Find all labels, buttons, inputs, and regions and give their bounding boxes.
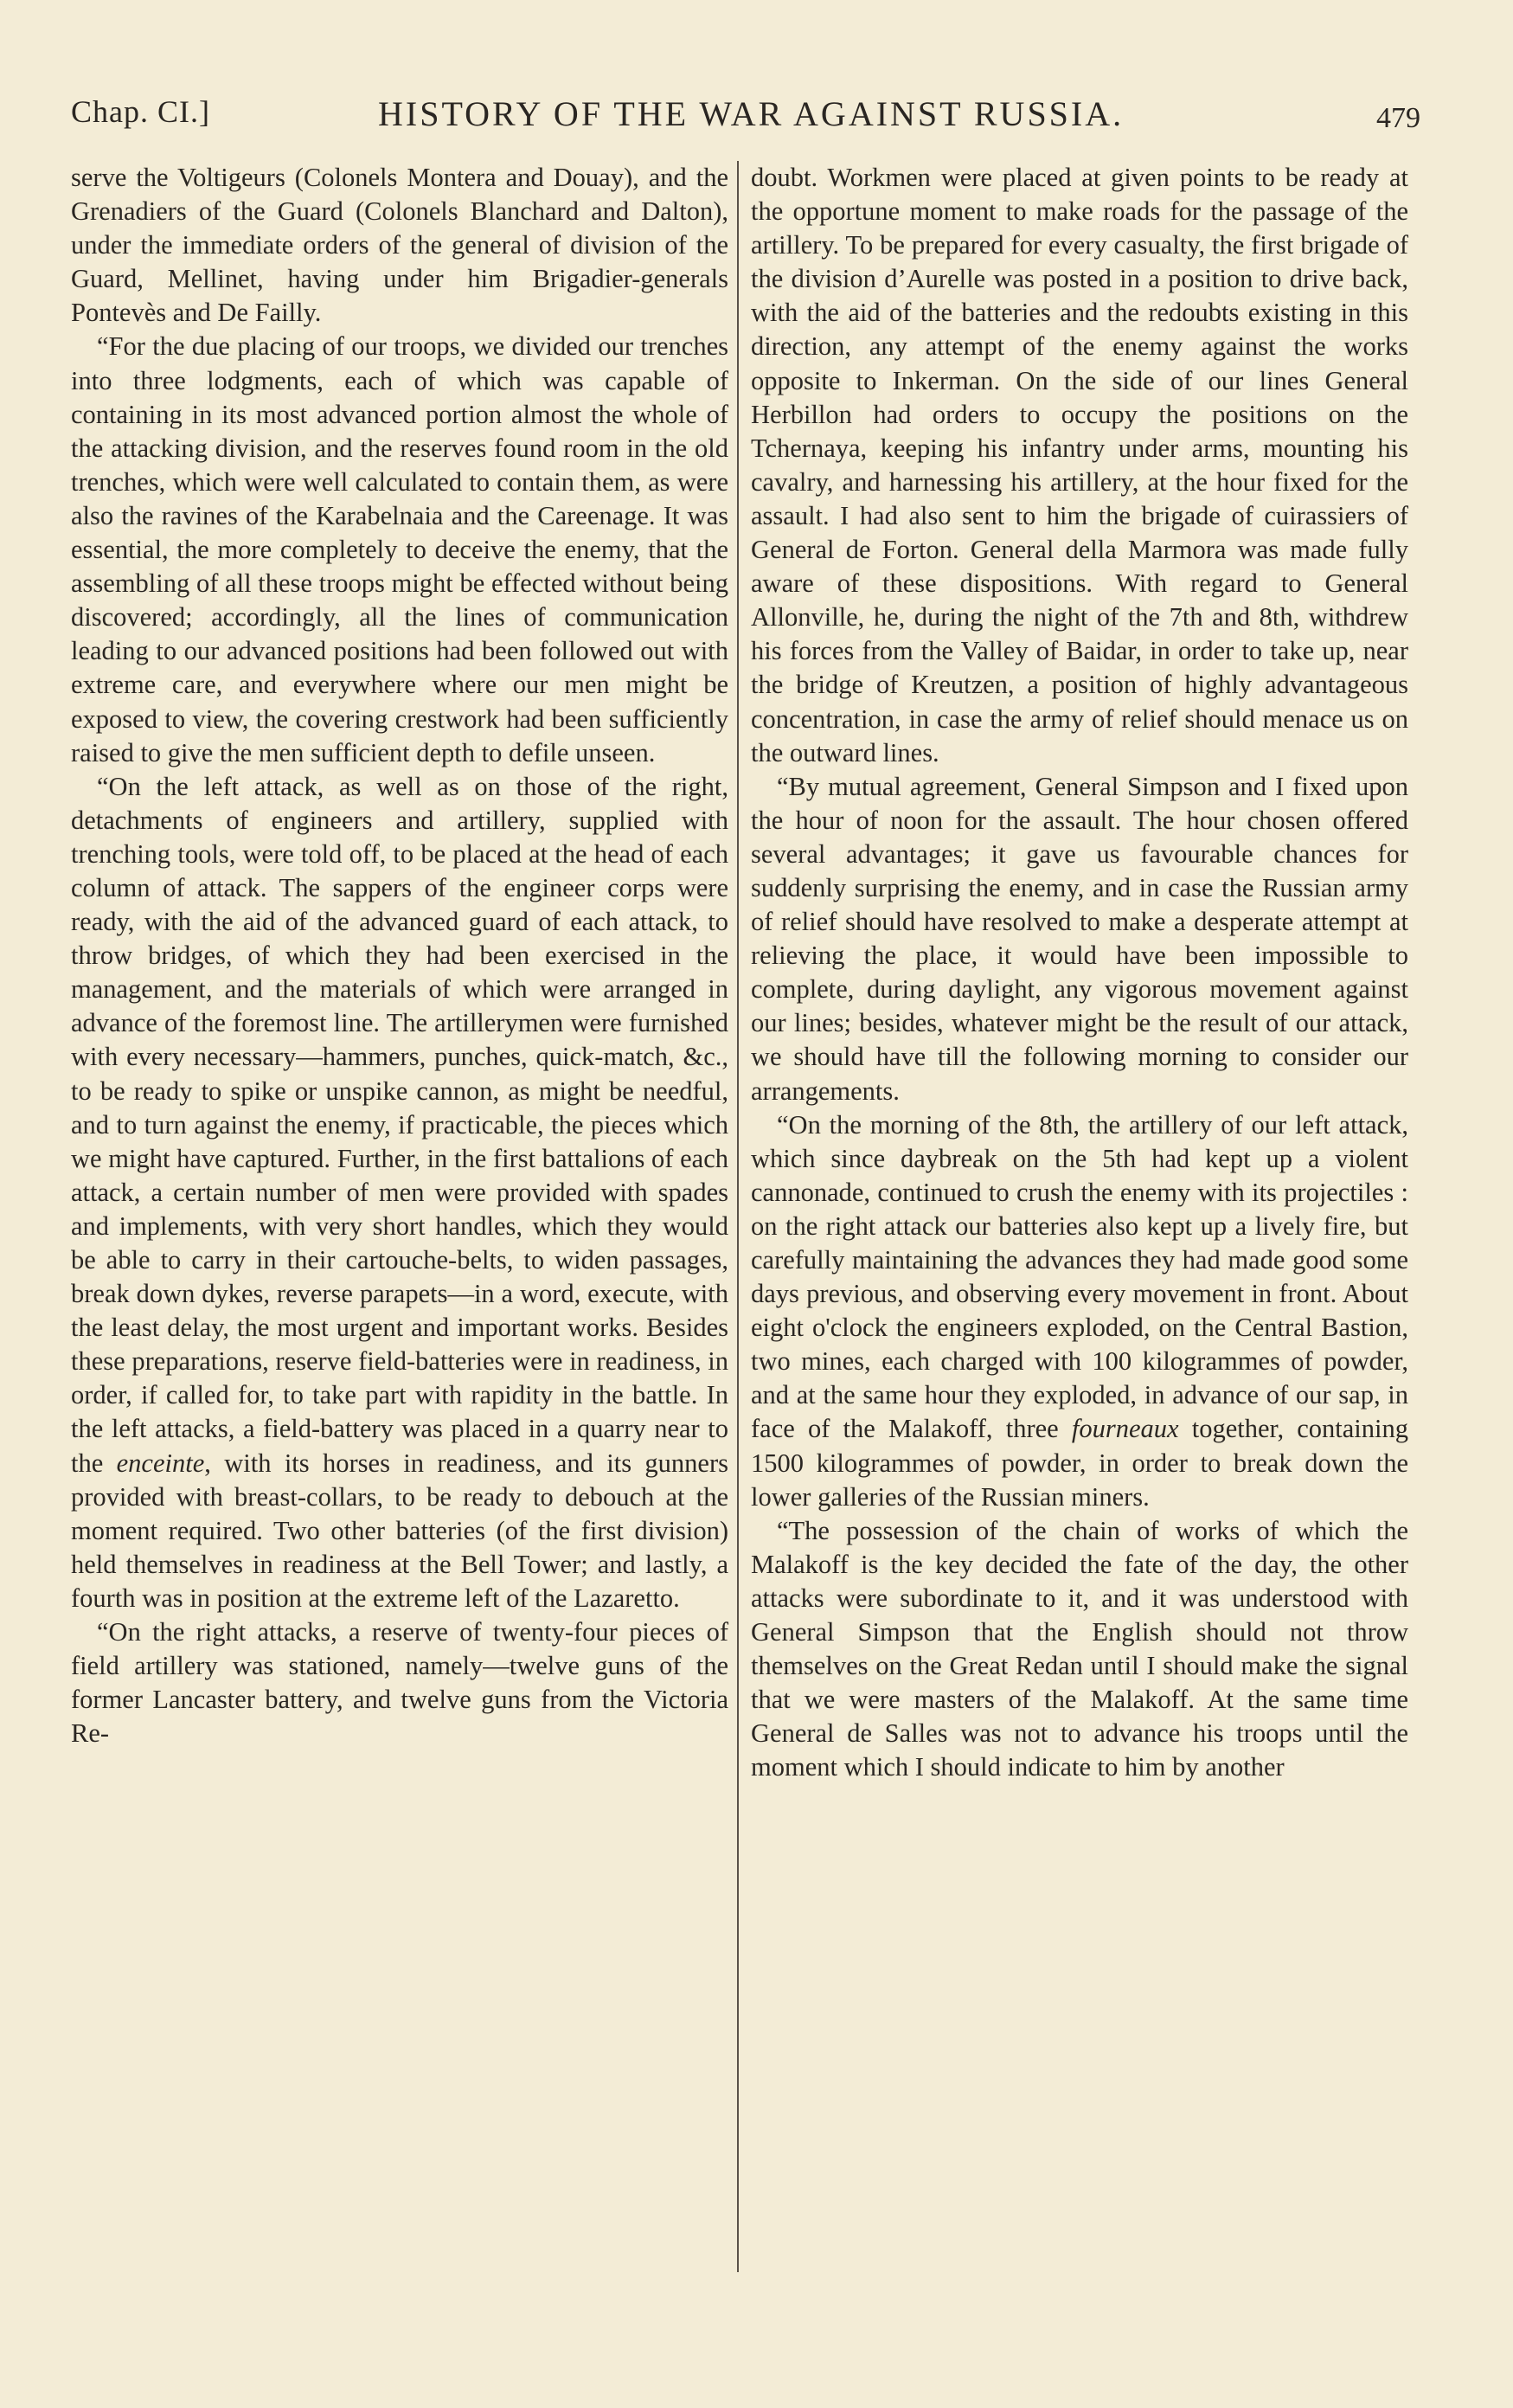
italic-term: fourneaux xyxy=(1071,1414,1179,1444)
paragraph-text: , with its horses in readiness, and its gunners provided with breast-collars, to be ready to debouch at the moment required. Two other batteries (of the first division) held themselves in readiness at the Bell Tower; and lastly, a fourth was in position at the extreme left of the Lazaretto. xyxy=(71,1448,728,1613)
page-number: 479 xyxy=(1376,102,1420,134)
paragraph-text: “On the morning of the 8th, the artillery of our left attack, which since daybreak on the 5th had kept up a violent cannonade, continued to crush the enemy with its projectiles : on the right attack our batteries also kept up a lively fire, but carefully maintaining the advances they had made good some days previous, and observing every movement in front. About eight o'clock the engineers exploded, on the Central Bastion, two mines, each charged with 100 kilogrammes of powder, and at the same hour they exploded, in advance of our sap, in face of the Malakoff, three xyxy=(751,1109,1408,1444)
paragraph: doubt. Workmen were placed at given points to be ready at the opportune moment to make roads for the passage of the artillery. To be prepared for every casualty, the first brigade of the division d’Aurelle was posted in a position to drive back, with the aid of the batteries and the redoubts existing in this direction, any attempt of the enemy against the works opposite to Inkerman. On the side of our lines General Herbillon had orders to occupy the positions on the Tchernaya, keeping his infantry under arms, mounting his cavalry, and harnessing his artillery, at the hour fixed for the assault. I had also sent to him the brigade of cuirassiers of General de Forton. General della Marmora was made fully aware of these dispositions. With regard to General Allonville, he, during the night of the 7th and 8th, withdrew his forces from the Valley of Baidar, in order to take up, near the bridge of Kreutzen, a position of highly advantageous concentration, in case the army of relief should menace us on the outward lines. xyxy=(751,163,1408,767)
paragraph: “By mutual agreement, General Simpson and I fixed upon the hour of noon for the assault. The hour chosen offered several advantages; it gave us favourable chances for suddenly surprising the enemy, and in case the Russian army of relief should have resolved to make a desperate attempt at relieving the place, it would have been impossible to complete, during daylight, any vigorous movement against our lines; besides, whatever might be the result of our attack, we should have till the following morning to consider our arrangements. xyxy=(751,771,1408,1106)
chapter-label: Chap. CI.] xyxy=(71,94,210,129)
paragraph: serve the Voltigeurs (Colonels Montera and Douay), and the Grenadiers of the Guard (Colonels Blanchard and Dalton), under the immediate orders of the general of division of the Guard, Mellinet, having under him Brigadier-generals Pontevès and De Failly. xyxy=(71,163,728,328)
italic-term: enceinte xyxy=(116,1448,205,1478)
running-title: HISTORY OF THE WAR AGAINST RUSSIA. xyxy=(378,94,1125,133)
column-divider xyxy=(737,161,739,2272)
paragraph xyxy=(751,1108,1408,1514)
paragraph xyxy=(71,770,728,1615)
paragraph: “On the right attacks, a reserve of twenty-four pieces of field artillery was stationed, namely—twelve guns of the former Lancaster battery, and twelve guns from the Victoria Re- xyxy=(71,1617,728,1749)
right-column xyxy=(751,161,1408,1785)
paragraph-text: “On the left attack, as well as on those of the right, detachments of engineers and artillery, supplied with trenching tools, were told off, to be placed at the head of each column of attack. The sappers of the engineer corps were ready, with the aid of the advanced guard of each attack, to throw bridges, of which they had been exercised in the management, and the materials of which were arranged in advance of the foremost line. The artillerymen were furnished with every necessary—hammers, punches, quick-match, &c., to be ready to spike or unspike cannon, as might be needful, and to turn against the enemy, if practicable, the pieces which we might have captured. Further, in the first battalions of each attack, a certain number of men were provided with spades and implements, with very short handles, which they would be able to carry in their cartouche-belts, to widen passages, break down dykes, reverse parapets—in a word, execute, with the least delay, the most urgent and important works. Besides these preparations, reserve field-batteries were in readiness, in order, if called for, to take part with rapidity in the battle. In the left attacks, a field-battery was placed in a quarry near to the xyxy=(71,771,728,1478)
left-column xyxy=(71,161,728,1750)
paragraph: “For the due placing of our troops, we divided our trenches into three lodgments, each of which was capable of containing in its most advanced portion almost the whole of the attacking division, and the reserves found room in the old trenches, which were well calculated to contain them, as were also the ravines of the Karabelnaia and the Careenage. It was essential, the more completely to deceive the enemy, that the assembling of all these troops might be effected without being discovered; accordingly, all the lines of communication leading to our advanced positions had been followed out with extreme care, and everywhere where our men might be exposed to view, the covering crestwork had been sufficiently raised to give the men sufficient depth to defile unseen. xyxy=(71,331,728,767)
paragraph: “The possession of the chain of works of which the Malakoff is the key decided the fate of the day, the other attacks were subordinate to it, and it was understood with General Simpson that the English should not throw themselves on the Great Redan until I should make the signal that we were masters of the Malakoff. At the same time General de Salles was not to advance his troops until the moment which I should indicate to him by another xyxy=(751,1515,1408,1782)
running-header xyxy=(71,93,1420,149)
paragraph-text: together, containing 1500 kilogrammes of powder, in order to break down the lower galleries of the Russian miners. xyxy=(751,1414,1408,1512)
